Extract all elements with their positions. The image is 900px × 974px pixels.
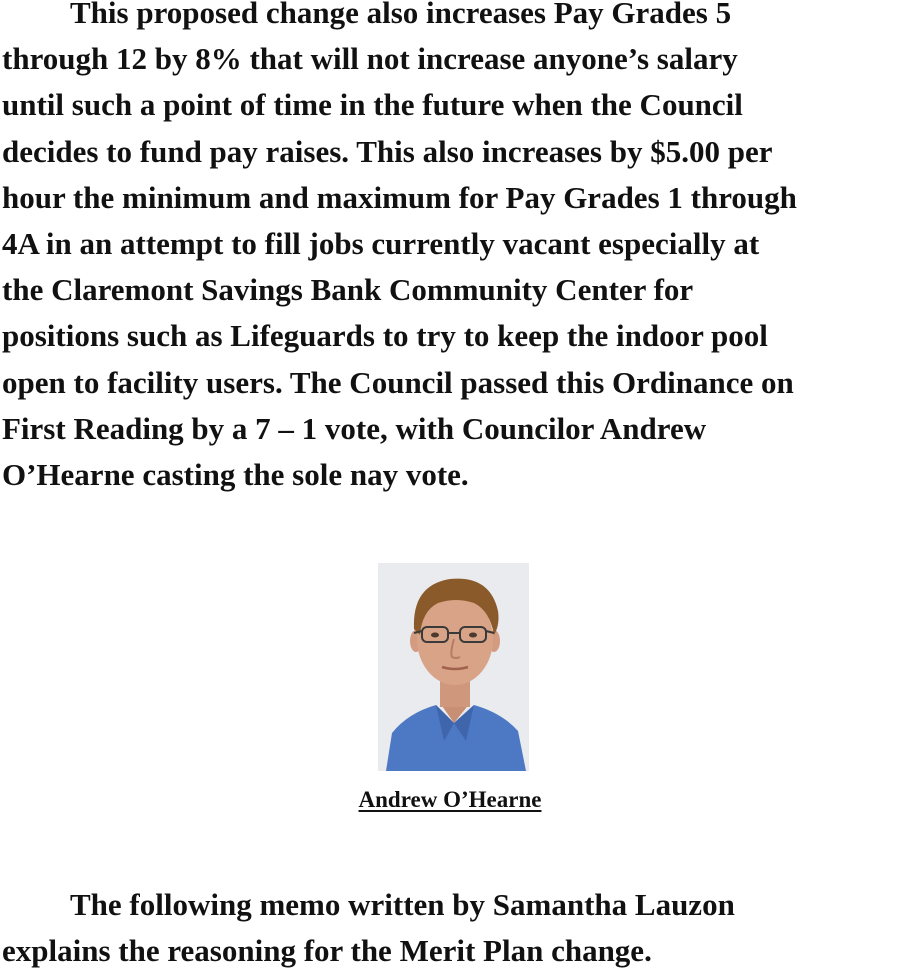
text-line: the Claremont Savings Bank Community Center for (2, 272, 694, 308)
body-paragraph-pay-grades (2, 0, 900, 498)
text-line: positions such as Lifeguards to try to keep the indoor pool (2, 318, 768, 354)
text-line: until such a point of time in the future when the Council (2, 87, 743, 123)
text-line: 4A in an attempt to fill jobs currently vacant especially at (2, 226, 760, 262)
text-line: open to facility users. The Council passed this Ordinance on (2, 364, 794, 400)
portrait-illustration (378, 563, 529, 771)
text-line: This proposed change also increases Pay Grades 5 (70, 0, 732, 30)
body-paragraph-memo (2, 882, 900, 974)
text-line: explains the reasoning for the Merit Plan change. (2, 933, 652, 969)
photo-caption (0, 784, 900, 816)
text-line: hour the minimum and maximum for Pay Grades 1 through (2, 179, 797, 215)
photo-caption-text: Andrew O’Hearne (358, 787, 542, 812)
text-line: through 12 by 8% that will not increase anyone’s salary (2, 41, 738, 77)
text-line: decides to fund pay raises. This also increases by $5.00 per (2, 133, 773, 169)
text-line: First Reading by a 7 – 1 vote, with Councilor Andrew (2, 410, 707, 446)
text-line: The following memo written by Samantha Lauzon (70, 887, 735, 922)
councilor-portrait-photo (378, 563, 529, 771)
text-line: O’Hearne casting the sole nay vote. (2, 457, 469, 493)
